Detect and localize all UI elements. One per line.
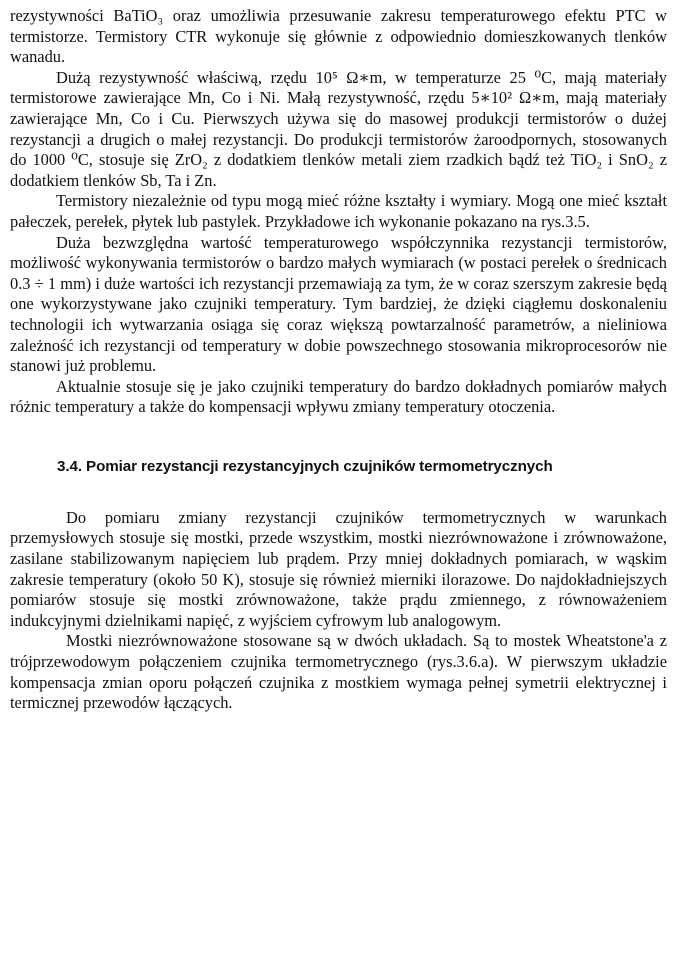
section-spacer (10, 418, 667, 457)
paragraph-ptc-ctr: rezystywności BaTiO₃ oraz umożliwia przesuwanie zakresu temperaturowego efektu PTC w termistorze. Termistory CTR wykonuje się głównie z odpowiednio domieszkowanych tlenków wanadu. (10, 6, 667, 67)
paragraph-applications: Aktualnie stosuje się je jako czujniki temperatury do bardzo dokładnych pomiarów małych różnic temperatury a także do kompensacji wpływu zmiany temperatury otoczenia. (10, 376, 667, 417)
section-spacer (10, 477, 667, 508)
paragraph-unbalanced-bridges: Mostki niezrównoważone stosowane są w dwóch układach. Są to mostek Wheatstone'a z trójprzewodowym połączeniem czujnika termometrycznego (rys.3.6.a). W pierwszym układzie kompensacja zmian oporu połączeń czujnika z mostkiem wymaga pełnej symetrii elektrycznej i termicznej przewodów łączących. (10, 631, 667, 713)
paragraph-materials: Dużą rezystywność właściwą, rzędu 10⁵ Ω∗m, w temperaturze 25 ⁰C, mają materiały termistorowe zawierające Mn, Co i Ni. Małą rezystywność, rzędu 5∗10² Ω∗m, mają materiały zawierające Mn, Co i Cu. Pierwszych używa się do masowej produkcji termistorów o dużej rezystancji a drugich o małej rezystancji. Do produkcji termistorów żaroodpornych, stosowanych do 1000 ⁰C, stosuje się ZrO₂ z dodatkiem tlenków metali ziem rzadkich bądź też TiO₂ i SnO₂ z dodatkiem tlenków Sb, Ta i Zn. (10, 67, 667, 190)
paragraph-advantages: Duża bezwzględna wartość temperaturowego współczynnika rezystancji termistorów, możliwość wykonywania termistorów o bardzo małych wymiarach (w postaci perełek o średnicach 0.3 ÷ 1 mm) i duże wartości ich rezystancji przemawiają za tym, że w coraz szerszym zakresie będą one wykorzystywane jako czujniki temperatury. Tym bardziej, że dzięki ciągłemu doskonaleniu technologii ich wytwarzania osiąga się coraz większą powtarzalność parametrów, a nieliniowa zależność ich rezystancji od temperatury w dobie powszechnego stosowania mikroprocesorów nie stanowi już problemu. (10, 232, 667, 376)
paragraph-bridges: Do pomiaru zmiany rezystancji czujników termometrycznych w warunkach przemysłowych stosuje się mostki, przede wszystkim, mostki niezrównoważone i zrównoważone, zasilane stabilizowanym napięciem lub prądem. Przy mniej dokładnych pomiarach, w wąskim zakresie temperatury (około 50 K), stosuje się również mierniki ilorazowe. Do najdokładniejszych pomiarów stosuje się mostki zrównoważone, także prądu zmiennego, z równoważeniem indukcyjnymi dzielnikami napięć, z wyjściem cyfrowym lub analogowym. (10, 507, 667, 630)
section-heading: 3.4. Pomiar rezystancji rezystancyjnych czujników termometrycznych (57, 457, 553, 475)
paragraph-shapes: Termistory niezależnie od typu mogą mieć różne kształty i wymiary. Mogą one mieć kształt pałeczek, perełek, płytek lub pastylek. Przykładowe ich wykonanie pokazano na rys.3.5. (10, 191, 667, 231)
